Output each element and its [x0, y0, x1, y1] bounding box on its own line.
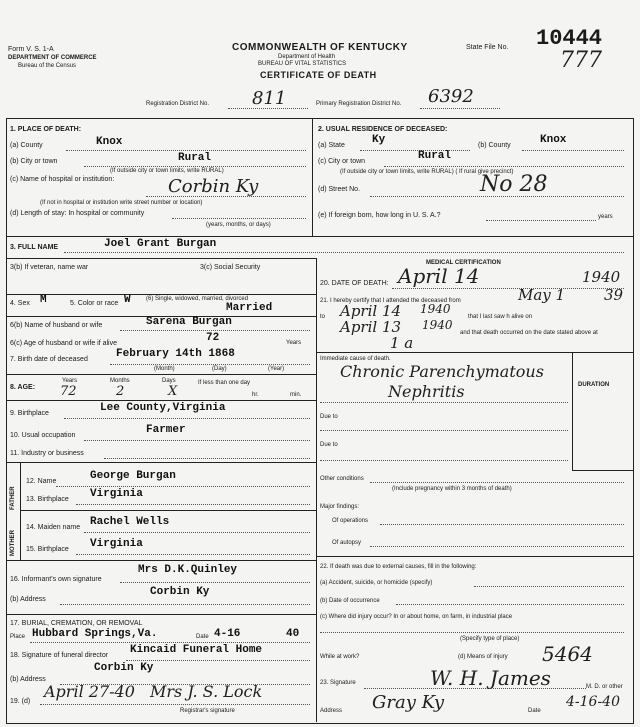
- informant-address: Corbin Ky: [150, 586, 210, 598]
- means-label: (d) Means of injury: [458, 654, 508, 660]
- primary-reg-label: Primary Registration District No.: [316, 101, 402, 107]
- color-label: 5. Color or race: [70, 300, 119, 307]
- informant-label: 16. Informant's own signature: [10, 576, 102, 583]
- mother-name: Rachel Wells: [90, 516, 170, 528]
- age-label: 8. AGE:: [10, 384, 36, 391]
- to-label: to: [320, 314, 326, 320]
- certificate-title: CERTIFICATE OF DEATH: [260, 70, 377, 80]
- mother-label: 14. Maiden name: [26, 524, 81, 531]
- res-foreign-label: (e) If foreign born, how long in U. S. A.?: [318, 212, 441, 219]
- date-label: Date: [528, 708, 541, 714]
- duration-label: DURATION: [578, 382, 610, 388]
- md-label: M. D. or other: [586, 684, 623, 690]
- due-to-label: Due to: [320, 414, 338, 420]
- spouse-age: 72: [206, 332, 220, 344]
- age-hr: hr.: [252, 392, 259, 398]
- registrar-signature: Mrs J. S. Lock: [150, 682, 263, 701]
- color: W: [124, 294, 131, 306]
- cause-line-1: Chronic Parenchymatous: [340, 362, 544, 381]
- dept-commerce: DEPARTMENT OF COMMERCE: [8, 55, 97, 61]
- birth-label: 7. Birth date of deceased: [10, 356, 88, 363]
- spouse-age-label: 6(c) Age of husband or wife if alive: [10, 340, 118, 347]
- pod-county-label: (a) County: [10, 142, 43, 149]
- physician-address: Gray Ky: [372, 692, 445, 713]
- other-label: Other conditions: [320, 476, 364, 482]
- dod-label: 20. DATE OF DEATH:: [320, 280, 389, 287]
- reg-district-no: 811: [252, 88, 287, 109]
- father-label: 12. Name: [26, 478, 57, 485]
- occupation: Farmer: [146, 424, 186, 436]
- pod-hospital: Corbin Ky: [168, 176, 259, 197]
- spouse: Sarena Burgan: [146, 316, 232, 328]
- while-label: While at work?: [320, 654, 360, 660]
- father-side-label: FATHER: [10, 486, 16, 510]
- age-years-label: Years: [62, 378, 78, 384]
- sex: M: [40, 294, 47, 306]
- ss-label: 3(c) Social Security: [200, 264, 261, 271]
- attended-from-year: 39: [604, 286, 624, 304]
- lastsaw-label: that I last saw h alive on: [468, 314, 533, 320]
- res-city: Rural: [418, 150, 452, 162]
- physician-signature: W. H. James: [430, 666, 551, 690]
- industry-label: 11. Industry or business: [10, 450, 84, 457]
- birth-date: February 14th 1868: [116, 348, 235, 360]
- cause-line-2: Nephritis: [388, 382, 465, 401]
- funeral-address: Corbin Ky: [94, 662, 154, 674]
- registrar-label: Registrar's signature: [180, 708, 235, 714]
- burial-place-label: Place: [10, 634, 26, 640]
- signature-label: 23. Signature: [320, 680, 356, 686]
- pod-county: Knox: [96, 136, 123, 148]
- res-state-label: (a) State: [318, 142, 345, 149]
- state-file-handwritten: 777: [560, 48, 602, 73]
- form-number: Form V. S. 1-A: [8, 46, 54, 53]
- dod: April 14: [398, 264, 480, 288]
- bureau-census: Bureau of the Census: [18, 63, 77, 69]
- accident-label: (a) Accident, suicide, or homicide (specify): [320, 580, 433, 586]
- address-label: Address: [320, 708, 343, 714]
- reg-district-label: Registration District No.: [146, 101, 210, 107]
- state-file-label: State File No.: [466, 44, 509, 51]
- pod-length-label: (d) Length of stay: In hospital or community: [10, 210, 145, 217]
- birth-year: (Year): [268, 366, 285, 372]
- where-label: (c) Where did injury occur? In or about home, on farm, in industrial place: [320, 614, 513, 620]
- date-occ-label: (b) Date of occurrence: [320, 598, 380, 604]
- burial-place: Hubbard Springs,Va.: [32, 628, 158, 640]
- res-years-label: years: [598, 214, 613, 220]
- pod-hospital-label: (c) Name of hospital or institution:: [10, 176, 115, 183]
- age-months-label: Months: [110, 378, 130, 384]
- lastsaw: April 13: [340, 318, 402, 336]
- burial-date-label: Date: [196, 634, 209, 640]
- duration-box: [572, 352, 633, 471]
- res-state: Ky: [372, 134, 386, 146]
- place-type-label: (Specify type of place): [460, 636, 520, 642]
- res-street: No 28: [480, 172, 548, 197]
- bureau-vital: BUREAU OF VITAL STATISTICS: [258, 61, 347, 67]
- veteran-label: 3(b) If veteran, name war: [10, 264, 89, 271]
- spouse-age-unit: Years: [286, 340, 302, 346]
- primary-reg-no: 6392: [428, 86, 474, 107]
- informant-address-label: (b) Address: [10, 596, 46, 603]
- res-city-note: (If outside city or town limits, write RURAL) ( If rural give precinct): [340, 169, 514, 175]
- birth-day: (Day): [212, 366, 227, 372]
- external-label: 22. If death was due to external causes, fill in the following:: [320, 564, 477, 570]
- informant-name: Mrs D.K.Quinley: [138, 564, 238, 576]
- other-note: (Include pregnancy within 3 months of death): [392, 486, 512, 492]
- burial-year: 40: [286, 628, 300, 640]
- res-street-label: (d) Street No.: [318, 186, 361, 193]
- findings-label: Major findings:: [320, 504, 360, 510]
- age-lessday: If less than one day: [198, 380, 251, 386]
- filed-date: April 27-40: [44, 682, 135, 701]
- fullname-label: 3. FULL NAME: [10, 244, 59, 251]
- dept-health: Department of Health: [278, 54, 336, 60]
- pod-city-label: (b) City or town: [10, 158, 58, 165]
- age-months: 2: [116, 384, 125, 399]
- res-county-label: (b) County: [478, 142, 511, 149]
- age-days-label: Days: [162, 378, 176, 384]
- medical-title: MEDICAL CERTIFICATION: [426, 260, 501, 266]
- commonwealth-title: COMMONWEALTH OF KENTUCKY: [232, 42, 408, 53]
- father-name: George Burgan: [90, 470, 176, 482]
- means-value: 5464: [542, 642, 593, 666]
- age-min: min.: [290, 392, 302, 398]
- age-days: X: [168, 384, 178, 399]
- pod-hospital-note: (If not in hospital or institution write street number or location): [40, 200, 203, 206]
- age-years: 72: [60, 384, 77, 399]
- attended-label: 21. I hereby certify that I attended the deceased from: [320, 298, 461, 304]
- fullname: Joel Grant Burgan: [104, 238, 217, 250]
- marital-label: (6) Single, widowed, married, divorced: [146, 296, 249, 302]
- attended-to: April 14: [340, 302, 402, 320]
- funeral-address-label: (b) Address: [10, 676, 46, 683]
- pod-city-note: (If outside city or town limits, write RURAL): [110, 168, 224, 174]
- state-file-number: 10444: [536, 26, 603, 51]
- dod-year: 1940: [582, 268, 621, 286]
- birthplace: Lee County,Virginia: [100, 402, 226, 414]
- pod-length-note: (years, months, or days): [206, 222, 271, 228]
- sex-label: 4. Sex: [10, 300, 30, 307]
- death-time: 1 a: [390, 334, 414, 352]
- spouse-label: 6(b) Name of husband or wife: [10, 322, 103, 329]
- place-of-death-label: 1. PLACE OF DEATH:: [10, 126, 82, 133]
- father-bp-label: 13. Birthplace: [26, 496, 69, 503]
- res-county: Knox: [540, 134, 567, 146]
- res-city-label: (c) City or town: [318, 158, 366, 165]
- occupation-label: 10. Usual occupation: [10, 432, 76, 439]
- due-to-label-2: Due to: [320, 442, 338, 448]
- funeral-home: Kincaid Funeral Home: [130, 644, 263, 656]
- attended-from: May 1: [518, 286, 566, 304]
- operations-label: Of operations: [332, 518, 369, 524]
- mother-side-label: MOTHER: [10, 530, 16, 556]
- residence-label: 2. USUAL RESIDENCE OF DECEASED:: [318, 126, 448, 133]
- autopsy-label: Of autopsy: [332, 540, 362, 546]
- attended-to-year: 1940: [420, 302, 451, 316]
- birthplace-label: 9. Birthplace: [10, 410, 49, 417]
- filed-label: 19. (d): [10, 698, 31, 705]
- pod-city: Rural: [178, 152, 212, 164]
- mother-birthplace: Virginia: [90, 538, 143, 550]
- burial-date: 4-16: [214, 628, 241, 640]
- lastsaw-year: 1940: [422, 318, 453, 332]
- burial-label: 17. BURIAL, CREMATION, OR REMOVAL: [10, 620, 143, 627]
- father-birthplace: Virginia: [90, 488, 143, 500]
- funeral-sig-label: 18. Signature of funeral director: [10, 652, 109, 659]
- marital: Married: [226, 302, 273, 314]
- physician-date: 4-16-40: [566, 694, 620, 710]
- death-occurred-label: and that death occurred on the date stated above at: [460, 330, 598, 336]
- immediate-label: Immediate cause of death.: [320, 356, 391, 362]
- mother-bp-label: 15. Birthplace: [26, 546, 69, 553]
- birth-month: (Month): [154, 366, 175, 372]
